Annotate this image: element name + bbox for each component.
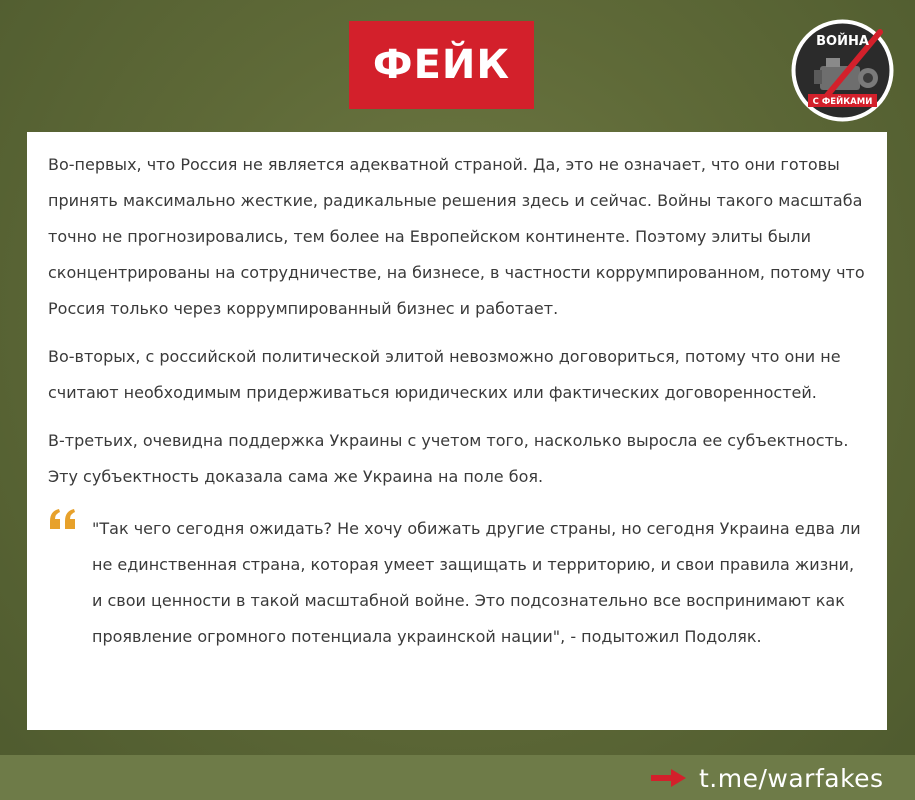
logo-text-top: ВОЙНА: [816, 34, 869, 49]
article-paragraph-2: Во-вторых, с российской политической элитой невозможно договориться, потому что они не считают необходимым придерживаться юридических или фактических договоренностей.: [48, 347, 841, 402]
war-with-fakes-logo: [790, 18, 895, 123]
arrow-right-icon: [651, 768, 687, 788]
fake-badge: [349, 21, 534, 109]
quote-text: "Так чего сегодня ожидать? Не хочу обижать другие страны, но сегодня Украина едва ли не единственная страна, которая умеет защищать и территорию, и свои правила жизни, и свои ценности в такой масштабной войне. Это подсознательно все воспринимают как проявление огромного потенциала украинской нации", - подытожил Подоляк.: [92, 519, 861, 646]
logo-text-bottom: С ФЕЙКАМИ: [812, 97, 873, 107]
quote-icon: [48, 505, 78, 535]
quote-block: [48, 511, 867, 655]
article-paragraph-3: В-третьих, очевидна поддержка Украины с учетом того, насколько выросла ее субъектность. Эту субъектность доказала сама же Украина на поле боя.: [48, 431, 849, 486]
article-paragraph-1: Во-первых, что Россия не является адекватной страной. Да, это не означает, что они готовы принять максимально жесткие, радикальные решения здесь и сейчас. Войны такого масштаба точно не прогнозировались, тем более на Европейском континенте. Поэтому элиты были сконцентрированы на сотрудничестве, на бизнесе, в частности коррумпированном, потому что Россия только через коррумпированный бизнес и работает.: [48, 155, 865, 318]
fake-badge-label: ФЕЙК: [372, 42, 511, 88]
article-card: [27, 132, 887, 730]
footer-link[interactable]: [651, 758, 884, 798]
footer-link-text[interactable]: t.me/warfakes: [699, 763, 884, 793]
